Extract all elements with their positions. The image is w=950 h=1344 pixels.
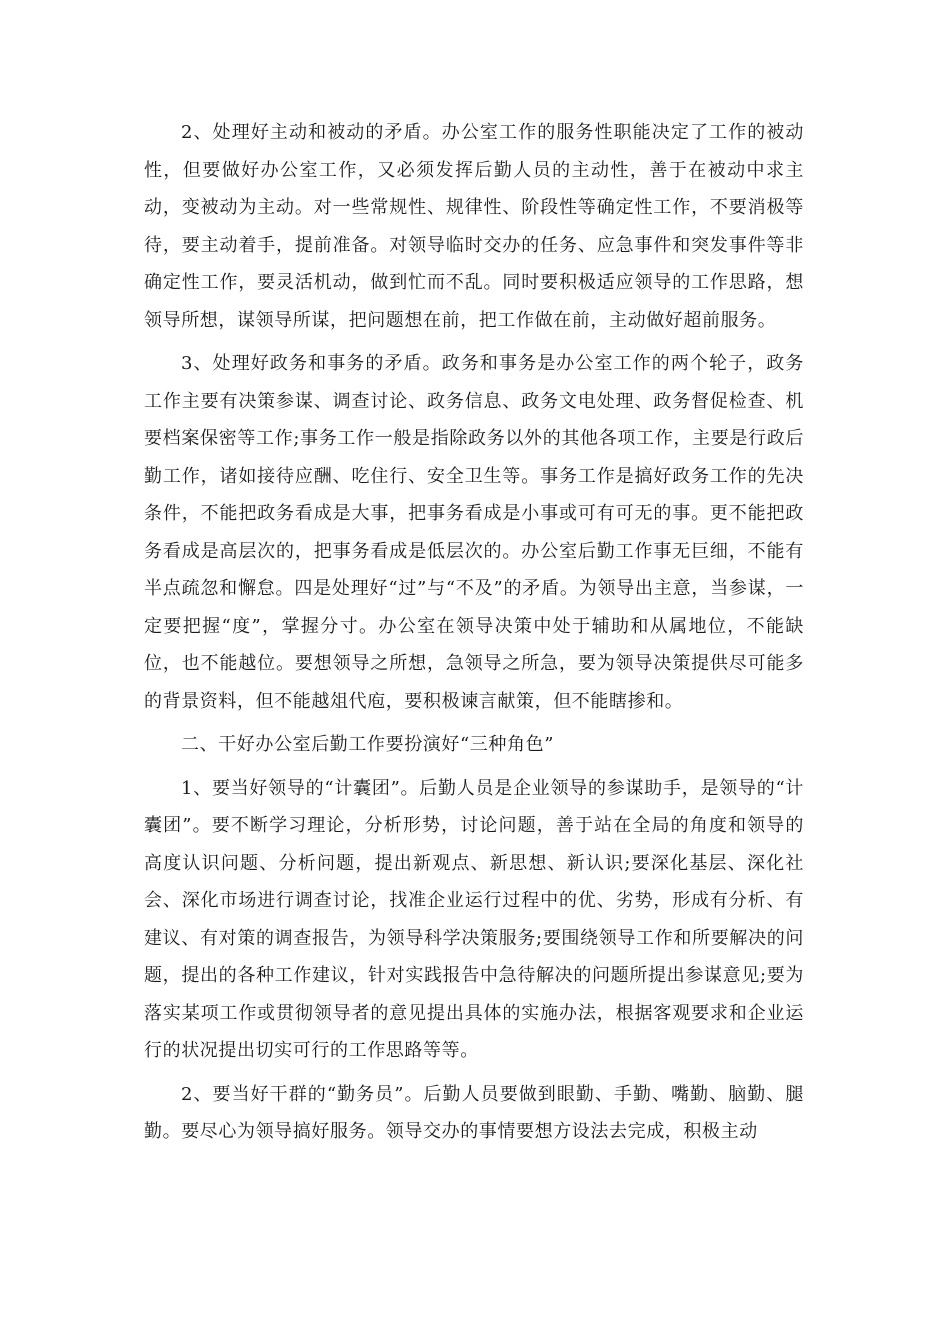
document-body — [144, 114, 804, 1151]
section-heading-three-roles: 二、干好办公室后勤工作要扮演好“三种角色” — [181, 734, 555, 755]
paragraph-orderly: 2、要当好干群的“勤务员”。后勤人员要做到眼勤、手勤、嘴勤、脑勤、腿勤。要尽心为领导搞好服务。领导交办的事情要想方设法去完成，积极主动 — [144, 1083, 804, 1142]
paragraph-government-vs-affairs: 3、处理好政务和事务的矛盾。政务和事务是办公室工作的两个轮子，政务工作主要有决策参谋、调查讨论、政务信息、政务文电处理、政务督促检查、机要档案保密等工作;事务工作一般是指除政务以外的其他各项工作，主要是行政后勤工作，诸如接待应酬、吃住行、安全卫生等。事务工作是搞好政务工作的先决条件，不能把政务看成是大事，把事务看成是小事或可有可无的事。更不能把政务看成是高层次的，把事务看成是低层次的。办公室后勤工作事无巨细，不能有半点疏忽和懈怠。四是处理好“过”与“不及”的矛盾。为领导出主意，当参谋，一定要把握“度”，掌握分寸。办公室在领导决策中处于辅助和从属地位，不能缺位，也不能越位。要想领导之所想，急领导之所急，要为领导决策提供尽可能多的背景资料，但不能越俎代庖，要积极谏言献策，但不能瞎掺和。 — [144, 353, 804, 712]
paragraph-main-vs-passive: 2、处理好主动和被动的矛盾。办公室工作的服务性职能决定了工作的被动性，但要做好办公室工作，又必须发挥后勤人员的主动性，善于在被动中求主动，变被动为主动。对一些常规性、规律性、阶段性等确定性工作，不要消极等待，要主动着手，提前准备。对领导临时交办的任务、应急事件和突发事件等非确定性工作，要灵活机动，做到忙而不乱。同时要积极适应领导的工作思路，想领导所想，谋领导所谋，把问题想在前，把工作做在前，主动做好超前服务。 — [144, 122, 804, 331]
paragraph-think-tank: 1、要当好领导的“计囊团”。后勤人员是企业领导的参谋助手，是领导的“计囊团”。要不断学习理论，分析形势，讨论问题，善于站在全局的角度和领导的高度认识问题、分析问题，提出新观点、新思想、新认识;要深化基层、深化社会、深化市场进行调查讨论，找准企业运行过程中的优、劣势，形成有分析、有建议、有对策的调查报告，为领导科学决策服务;要围绕领导工作和所要解决的问题，提出的各种工作建议，针对实践报告中急待解决的问题所提出参谋意见;要为落实某项工作或贯彻领导者的意见提出具体的实施办法，根据客观要求和企业运行的状况提出切实可行的工作思路等等。 — [144, 777, 804, 1061]
